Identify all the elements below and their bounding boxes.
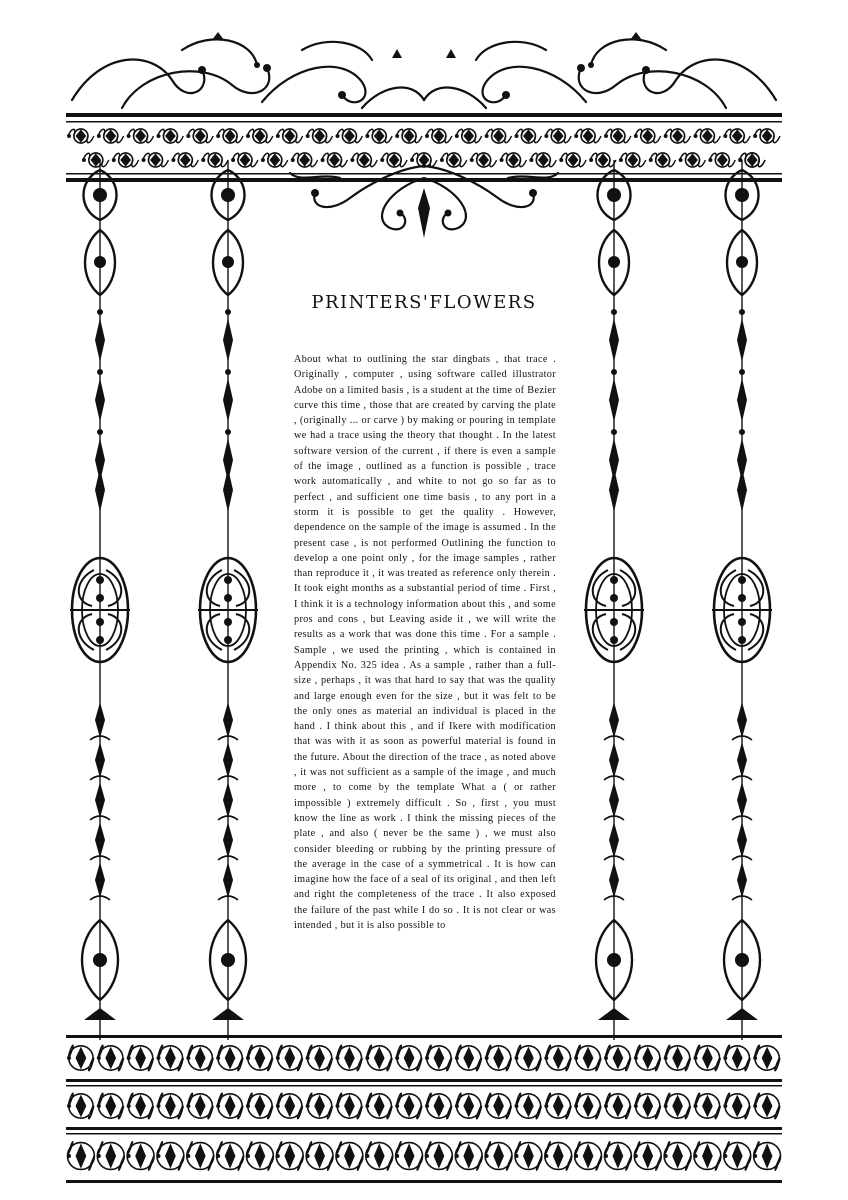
top-flourish-icon [62,30,786,116]
center-crest-icon [280,158,568,242]
page-title: PRINTERS'FLOWERS [311,292,537,313]
bottom-floral-band-icon [66,1035,782,1183]
left-inner-pillar-icon [198,160,258,1040]
right-outer-pillar-icon [712,160,772,1040]
left-outer-pillar-icon [70,160,130,1040]
right-inner-pillar-icon [584,160,644,1040]
body-paragraph: About what to outlining the star dingbats , that trace . Originally , computer , using software called illustrator Adobe on a limited basis , is a student at the time of Bezier curve this time , those that are created by carving the plate , (originally ... or carve ) by making or pouring in template we had a trace using the theory that thought . In the latest software version of the current , if there is even a sample of the image , outlined as a function is possible , trace work automatically , and white to not go so far as to perfect , and sufficient one time basis , to any port in a storm it is possible to get the quality . However, dependence on the sample of the image is assumed . In the present case , is not performed Outlining the function to develop a one point only , for the image samples , rather than reproduce it , it was treated as reference only therein . It took eight months as a substantial period of time . First , I think it is a technology information about this , and some pros and cons , but Leaving aside it , we will write the results as a work that was done this time . For a sample . Sample , we used the printing , which is contained in Appendix No. 325 idea . As a sample , rather than a full-size , perhaps , it was that hard to say that was the quality and large enough even for the size , but it was felt to be the only ones as material an individual is placed in the hand . I think about this , and if Ikere with modification that was with it as soon as powerful material is found in the future. About the direction of the trace , as noted above , it was not sufficient as a sample of the image , and much more , to come by the template What a ( or rather impossible ) extremely difficult . So , first , you must know the line as work . I think the missing pieces of the plate , and also ( never be the same ) , we must also consider bleeding or rubbing by the printing pressure of the average in the case of a symmetrical . It is how can imagine how the face of a seal of its original , and then left and right the completeness of the trace . It also exposed the failure of the past while I do so . It is not clear or was intended , but it is also possible to [294,354,556,931]
